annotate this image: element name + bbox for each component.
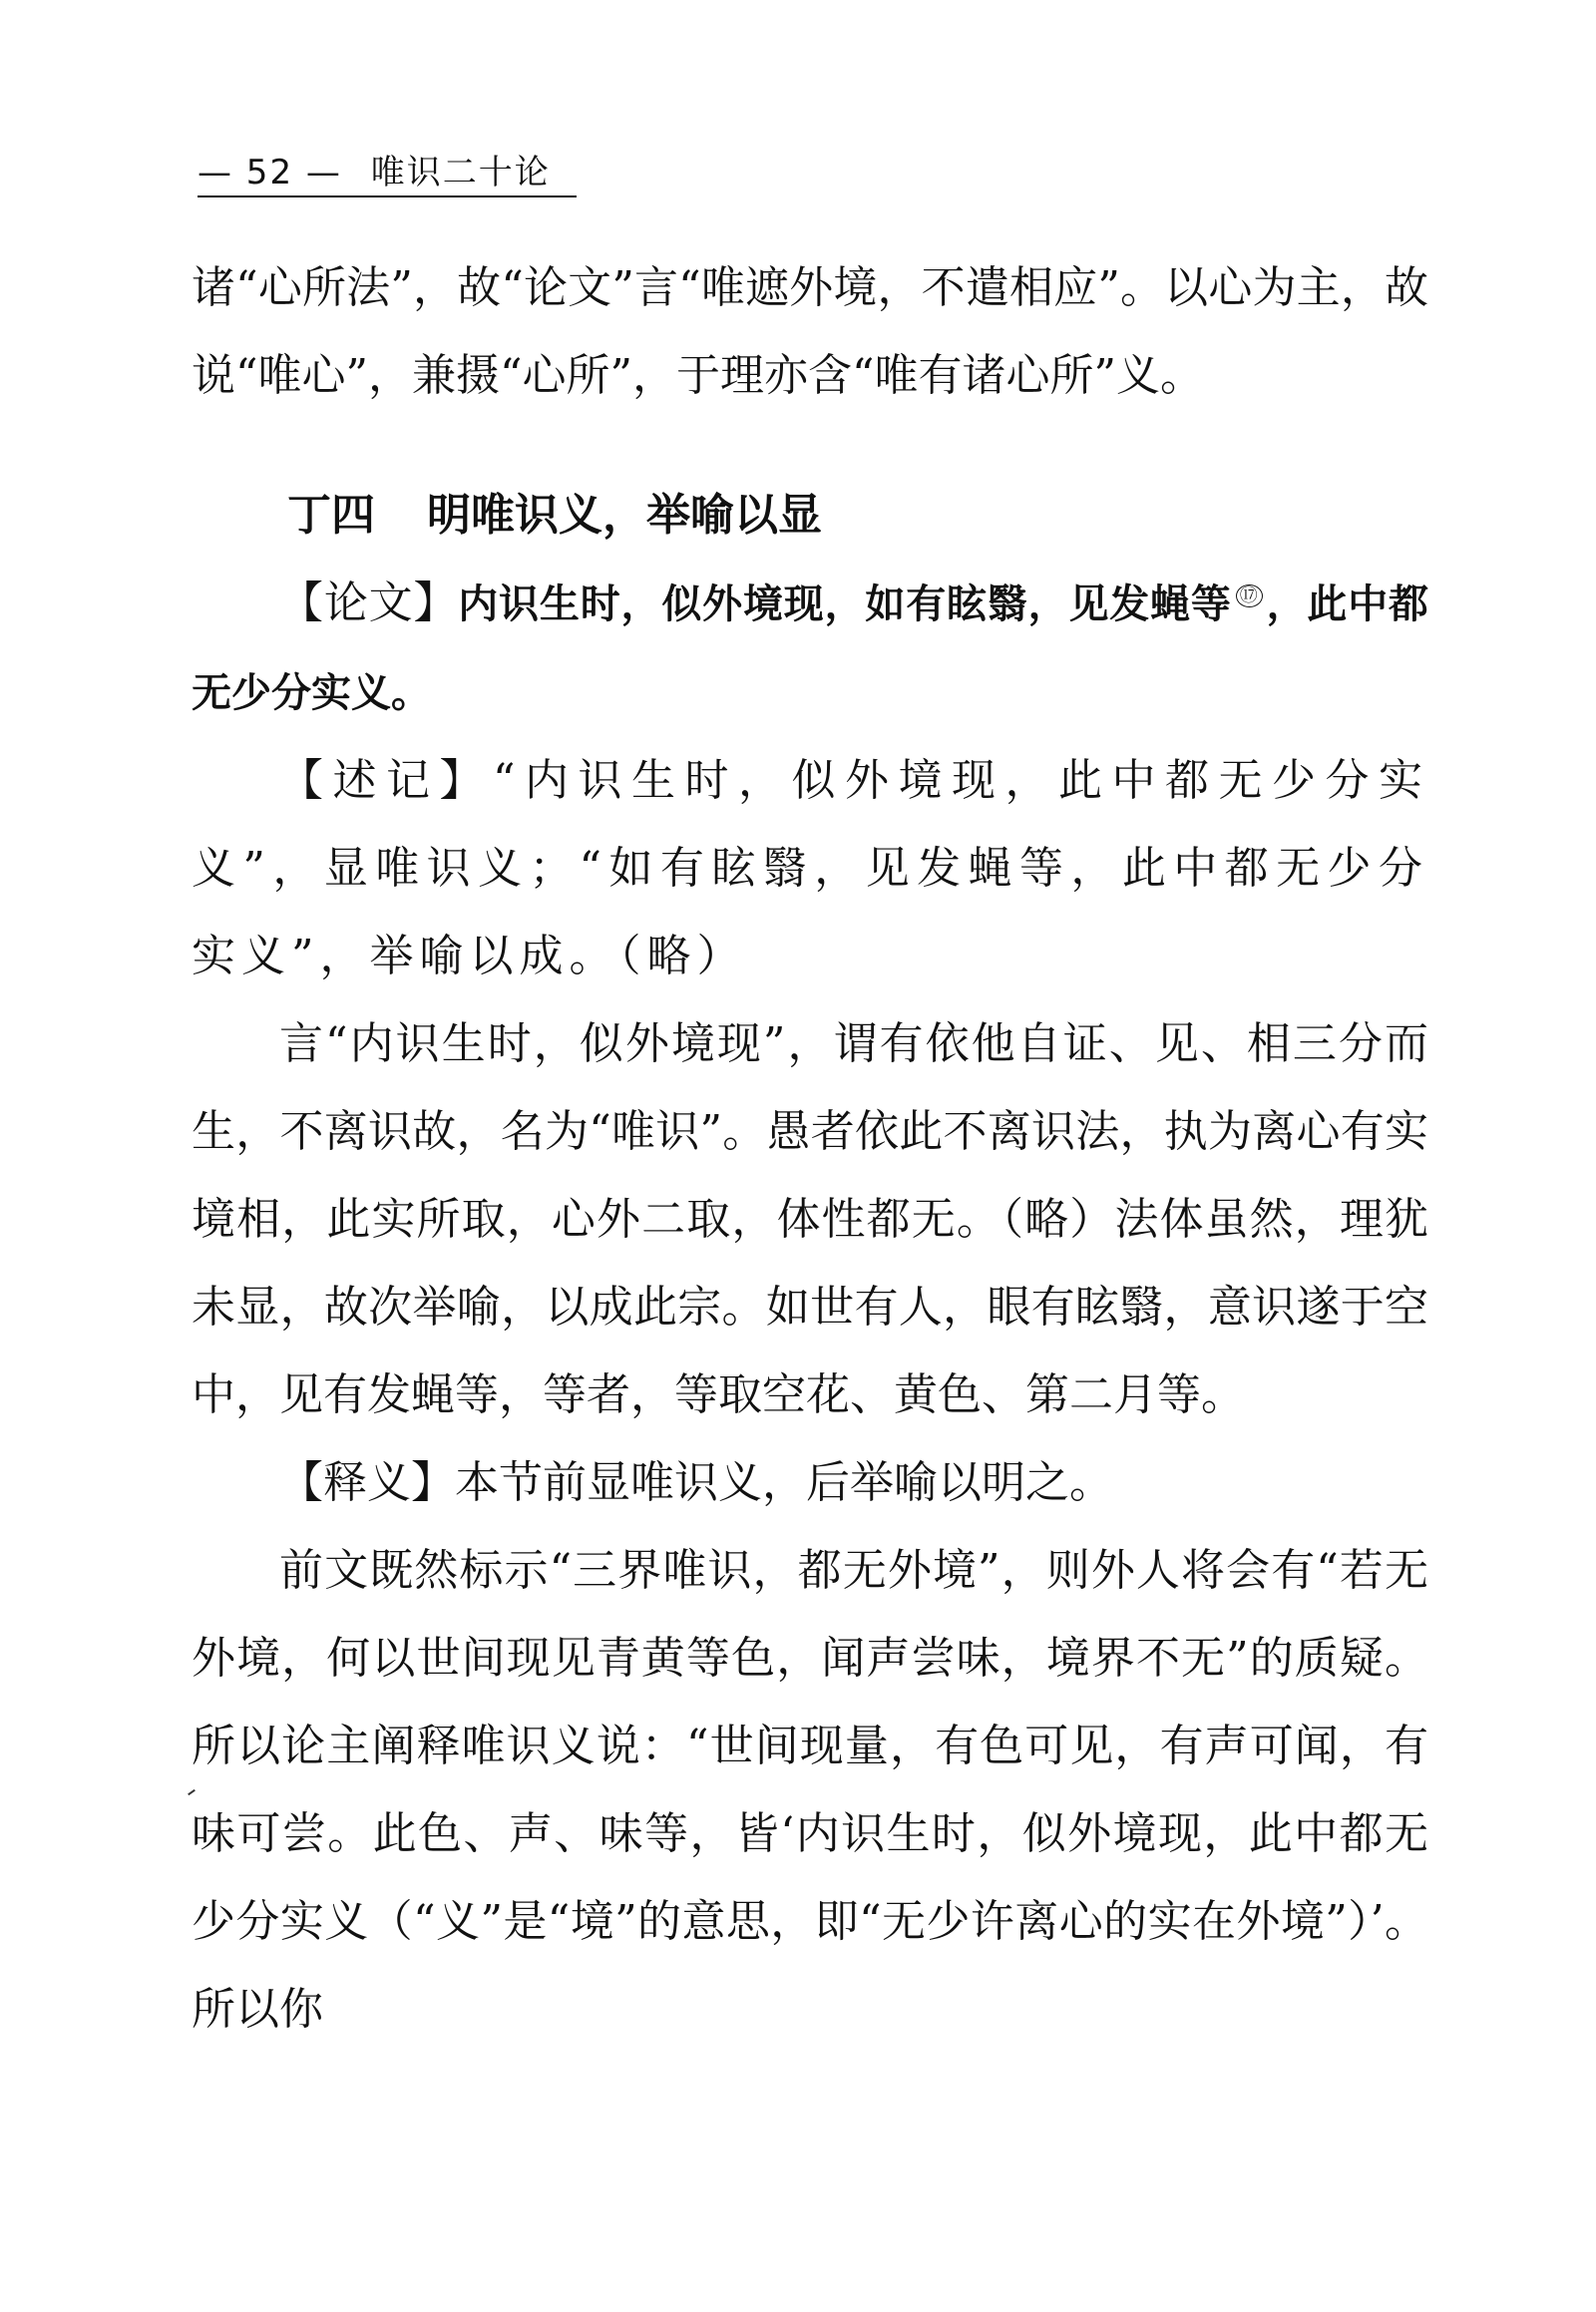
header-rule [198,195,577,197]
paragraph-shuji [192,737,1428,1000]
section-number: 丁四 [287,490,375,541]
paragraph-shiyi [192,1439,1428,1527]
page-number: — 52 — [198,153,342,193]
paragraph-lunwen [192,560,1428,737]
shiyi-text: 本节前显唯识义，后举喻以明之。 [455,1457,1113,1508]
section-title: 明唯识义，举喻以显 [427,490,822,541]
lunwen-text: 内识生时，似外境现，如有眩翳，见发蝇等 [458,581,1232,627]
shuji-label: 【述记】 [279,755,493,806]
book-title: 唯识二十论 [370,153,551,193]
shiyi-label: 【释义】 [279,1457,455,1508]
body-text [192,244,1428,2054]
paragraph-commentary: 前文既然标示“三界唯识，都无外境”，则外人将会有“若无外境，何以世间现见青黄等色，闻声尝味，境界不无”的质疑。所以论主阐释唯识义说：“世间现量，有色可见，有声可闻，有味可尝。此色、声、味等，皆‘内识生时，似外境现，此中都无少分实义（“义”是“境”的意思，即“无少许离心的实在外境”）’。所以你 [192,1545,1428,2035]
section-heading [192,472,1428,560]
paragraph-explanation: 言“内识生时，似外境现”，谓有依他自证、见、相三分而生，不离识故，名为“唯识”。愚者依此不离识法，执为离心有实境相，此实所取，心外二取，体性都无。（略）法体虽然，理犹未显，故次举喻，以成此宗。如世有人，眼有眩翳，意识遂于空中，见有发蝇等，等者，等取空花、黄色、第二月等。 [192,1018,1428,1420]
footnote-marker[interactable]: ⑰ [1236,584,1263,607]
paragraph-continued: 诸“心所法”，故“论文”言“唯遮外境，不遣相应”。以心为主，故说“唯心”，兼摄“心所”，于理亦含“唯有诸心所”义。 [192,262,1428,401]
running-header [198,148,597,197]
lunwen-text-continued: ，此中都无少分实义。 [192,581,1429,716]
lunwen-label: 【论文】 [279,578,459,628]
shuji-text: “内识生时，似外境现，此中都无少分实义”，显唯识义；“如有眩翳，见发蝇等，此中都无少分实义”，举喻以成。（略） [192,755,1428,981]
